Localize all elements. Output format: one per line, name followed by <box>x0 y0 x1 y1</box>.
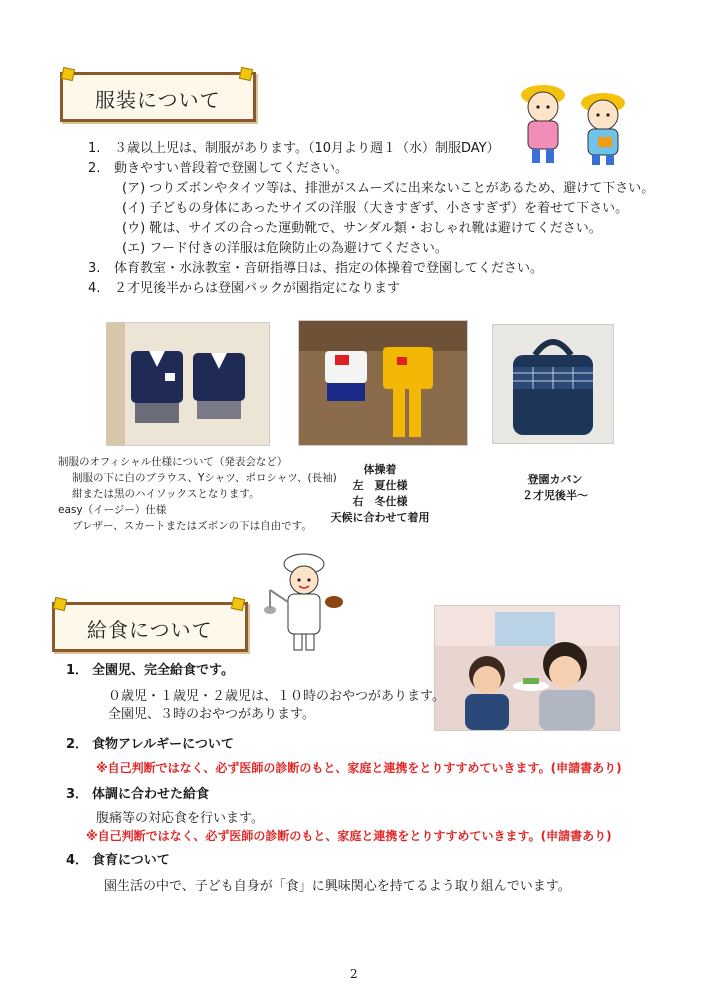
gym-caption-title: 体操着 <box>363 463 397 476</box>
clothing-heading: 服装について <box>95 88 221 112</box>
allergy-note: ※自己判断ではなく、必ず医師の診断のもと、家庭と連携をとりすすめていきます。(申請書あり) <box>96 761 622 775</box>
gym-caption-line: 右 冬仕様 <box>352 495 408 508</box>
lunch-section-num: 1． <box>66 663 89 678</box>
health-note: ※自己判断ではなく、必ず医師の診断のもと、家庭と連携をとりすすめていきます。(申請書あり) <box>86 829 612 843</box>
gym-caption-line: 天候に合わせて着用 <box>330 511 430 524</box>
lunch-section-line: 全園児、３時のおやつがあります。 <box>108 707 315 722</box>
gym-caption-line: 左 夏仕様 <box>352 479 408 492</box>
lunch-section-title: 全園児、完全給食です。 <box>92 663 234 678</box>
uniform-caption-line: ブレザー、スカートまたはズボンの下は自由です。 <box>72 520 312 532</box>
lunch-heading-sign <box>52 602 248 652</box>
clothing-item-num: 3. <box>88 261 101 276</box>
kindergarten-kids-illustration <box>508 75 638 170</box>
clothing-item-num: 4. <box>88 281 101 296</box>
lunch-section-line: 腹痛等の対応食を行います。 <box>96 811 264 826</box>
clothing-item-num: 1. <box>88 141 101 156</box>
clothing-item-text: 体育教室・水泳教室・音研指導日は、指定の体操着で登園してください。 <box>114 261 544 276</box>
pin-icon <box>239 67 253 81</box>
lunch-chef-illustration <box>262 550 346 654</box>
clothing-subitem-text: (ア) つりズボンやタイツ等は、排泄がスムーズに出来ないことがあるため、避けて下さい。 <box>122 181 655 196</box>
children-eating-photo <box>434 605 620 731</box>
pin-icon <box>53 597 67 611</box>
lunch-section-num: 4． <box>66 853 89 868</box>
clothing-item-num: 2. <box>88 161 101 176</box>
lunch-section-line: 園生活の中で、子ども自身が「食」に興味関心を持てるよう取り組んでいます。 <box>104 879 571 894</box>
uniform-photo <box>106 322 270 446</box>
pin-icon <box>231 597 245 611</box>
gym-clothes-photo <box>298 320 468 446</box>
uniform-caption-line: 紺または黒のハイソックスとなります。 <box>72 488 260 500</box>
lunch-section-title: 食育について <box>92 853 170 868</box>
clothing-subitem-text: (エ) フード付きの洋服は危険防止の為避けてください。 <box>122 241 448 256</box>
pin-icon <box>61 67 75 81</box>
clothing-subitem-text: (イ) 子どもの身体にあったサイズの洋服（大きすぎず、小さすぎず）を着せて下さい。 <box>122 201 629 216</box>
lunch-section-title: 食物アレルギーについて <box>92 737 234 752</box>
clothing-item-text: ２才児後半からは登園バックが園指定になります <box>114 281 401 296</box>
lunch-section-line: ０歳児・１歳児・２歳児は、１０時のおやつがあります。 <box>108 689 445 704</box>
page-number: 2 <box>350 967 358 981</box>
uniform-caption-line: 制服の下に白のブラウス、Yシャツ、ポロシャツ、(長袖) <box>72 472 337 484</box>
lunch-section-num: 3． <box>66 787 89 802</box>
bag-caption-title: 登園カバン <box>527 473 583 486</box>
uniform-caption-line: easy（イージー）仕様 <box>58 504 167 516</box>
uniform-caption-line: 制服のオフィシャル仕様について（発表会など） <box>58 456 288 468</box>
lunch-heading: 給食について <box>87 618 213 642</box>
clothing-item-text: ３歳以上児は、制服があります。（10月より週１（水）制服DAY） <box>114 141 500 156</box>
clothing-subitem-text: (ウ) 靴は、サイズの合った運動靴で、サンダル類・おしゃれ靴は避けてください。 <box>122 221 602 236</box>
lunch-section-num: 2． <box>66 737 89 752</box>
clothing-item-text: 動きやすい普段着で登園してください。 <box>114 161 349 176</box>
school-bag-photo <box>492 324 614 444</box>
lunch-section-title: 体調に合わせた給食 <box>92 787 210 802</box>
clothing-heading-sign <box>60 72 256 122</box>
bag-caption-line: ２才児後半～ <box>522 489 588 502</box>
